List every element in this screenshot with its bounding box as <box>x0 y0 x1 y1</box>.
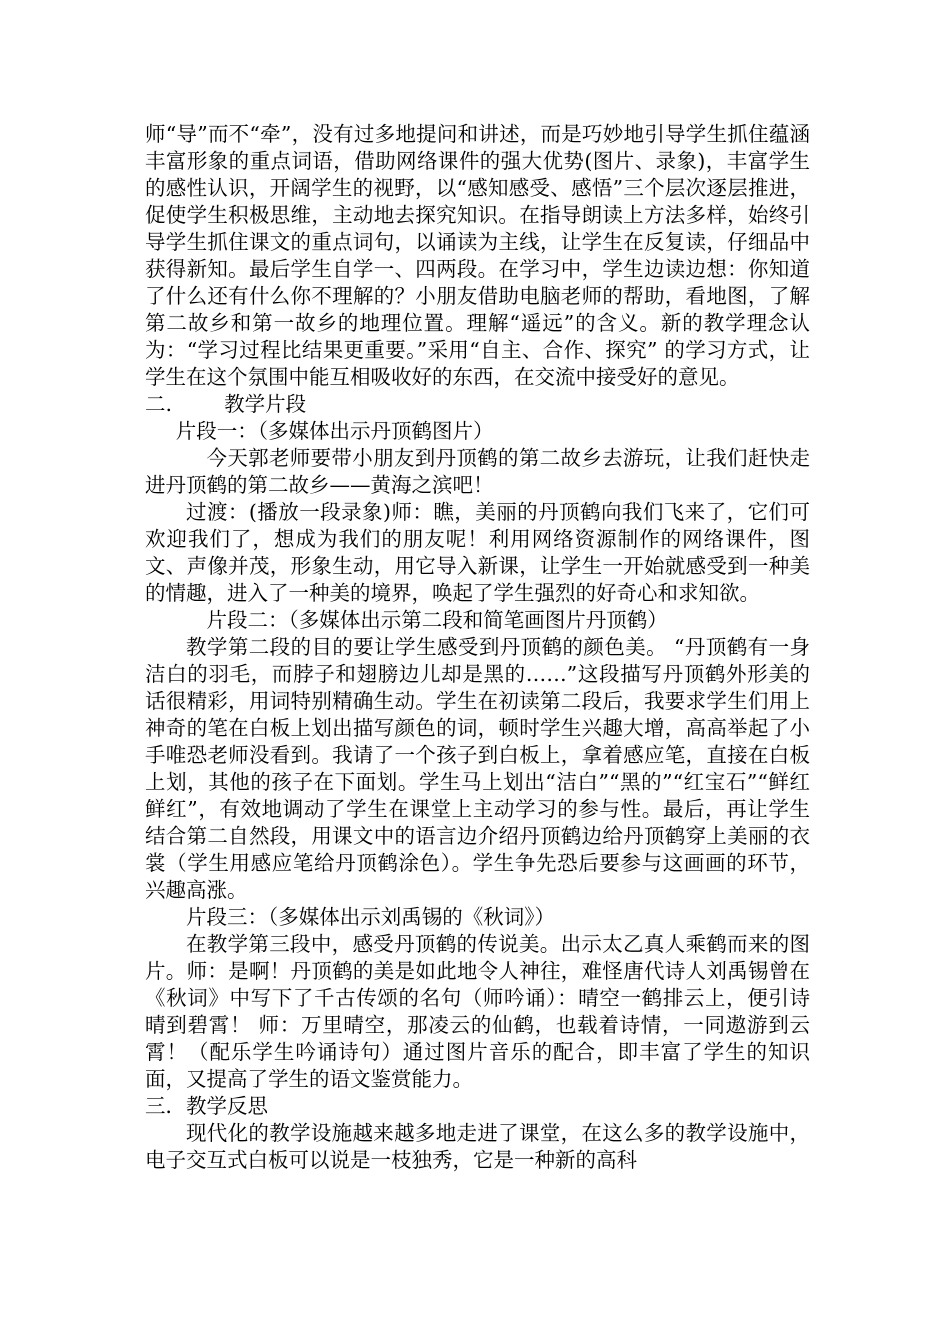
body-paragraph-6: 现代化的教学设施越来越多地走进了课堂，在这么多的教学设施中，电子交互式白板可以说是一枝独秀，它是一种新的高科 <box>145 1121 810 1172</box>
body-paragraph-2: 今天郭老师要带小朋友到丹顶鹤的第二故乡去游玩，让我们赶快走进丹顶鹤的第二故乡——黄海之滨吧！ <box>145 446 810 497</box>
body-paragraph-1: 师“导”而不“牵”，没有过多地提问和讲述，而是巧妙地引导学生抓住蕴涵丰富形象的重点词语，借助网络课件的强大优势(图片、录象)，丰富学生的感性认识，开阔学生的视野，以“感知感受、感悟”三个层次逐层推进，促使学生积极思维，主动地去探究知识。在指导朗读上方法多样，始终引导学生抓住课文的重点词句，以诵读为主线，让学生在反复读，仔细品中获得新知。最后学生自学一、四两段。在学习中，学生边读边想：你知道了什么还有什么你不理解的？小朋友借助电脑老师的帮助，看地图，了解第二故乡和第一故乡的地理位置。理解“遥远”的含义。新的教学理念认为：“学习过程比结果更重要。”采用“自主、合作、探究” 的学习方式，让学生在这个氛围中能互相吸收好的东西，在交流中接受好的意见。 <box>145 122 810 389</box>
body-paragraph-5: 在教学第三段中，感受丹顶鹤的传说美。出示太乙真人乘鹤而来的图片。师：是啊！丹顶鹤的美是如此地令人神往，难怪唐代诗人刘禹锡曾在《秋词》中写下了千古传颂的名句（师吟诵）：晴空一鹤排云上，便引诗晴到碧霄！ 师：万里晴空，那凌云的仙鹤，也载着诗情，一同遨游到云霄！（配乐学生吟诵诗句）通过图片音乐的配合，即丰富了学生的知识面，又提高了学生的语文鉴赏能力。 <box>145 932 810 1091</box>
document-page <box>145 121 810 1174</box>
body-paragraph-4: 教学第二段的目的要让学生感受到丹顶鹤的颜色美。 “丹顶鹤有一身洁白的羽毛，而脖子和翅膀边儿却是黑的……”这段描写丹顶鹤外形美的话很精彩，用词特别精确生动。学生在初读第二段后，我要求学生们用上神奇的笔在白板上划出描写颜色的词，顿时学生兴趣大增，高高举起了小手唯恐老师没看到。我请了一个孩子到白板上，拿着感应笔，直接在白板上划，其他的孩子在下面划。学生马上划出“洁白”“黑的”“红宝石”“鲜红鲜红”，有效地调动了学生在课堂上主动学习的参与性。最后，再让学生结合第二自然段，用课文中的语言边介绍丹顶鹤边给丹顶鹤穿上美丽的衣裳（学生用感应笔给丹顶鹤涂色）。学生争先恐后要参与这画画的环节，兴趣高涨。 <box>145 635 810 902</box>
fragment-2-heading: 片段二：（多媒体出示第二段和简笔画图片丹顶鹤） <box>206 608 668 632</box>
section-heading-3: 三．教学反思 <box>145 1094 268 1118</box>
body-paragraph-3: 过渡：(播放一段录象)师：瞧，美丽的丹顶鹤向我们飞来了，它们可欢迎我们了，想成为我们的朋友呢！利用网络资源制作的网络课件，图文、声像并茂，形象生动，用它导入新课，让学生一开始就感受到一种美的情趣，进入了一种美的境界，唤起了学生强烈的好奇心和求知欲。 <box>145 500 810 605</box>
fragment-1-heading: 片段一：（多媒体出示丹顶鹤图片） <box>175 419 494 443</box>
section-heading-2: 二. 教学片段 <box>145 392 307 416</box>
fragment-3-heading: 片段三：（多媒体出示刘禹锡的《秋词》） <box>186 905 555 929</box>
